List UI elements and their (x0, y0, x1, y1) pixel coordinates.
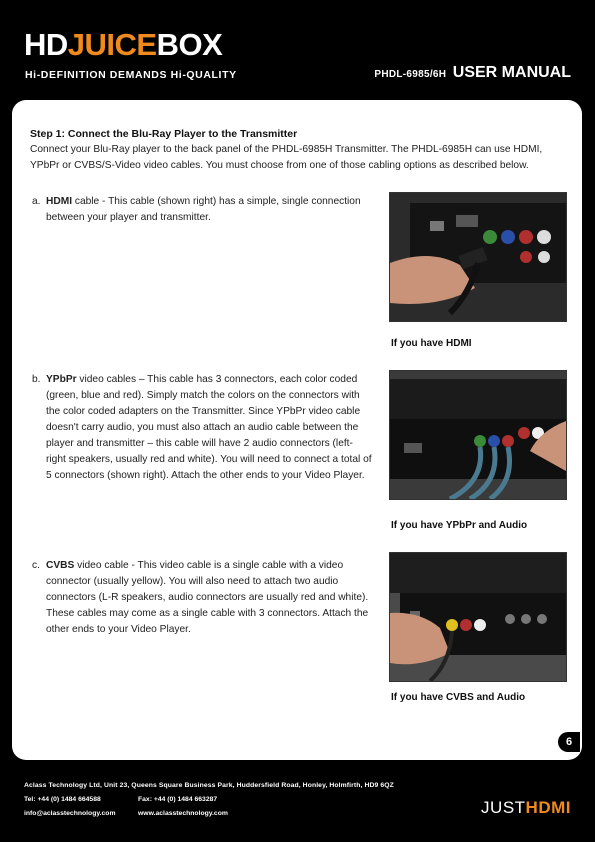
item-letter: b. (32, 374, 41, 385)
logo-text-i: I (106, 27, 115, 62)
cvbs-item (32, 558, 372, 638)
hdmi-item (32, 194, 372, 226)
item-text-cvbs: video cable - This video cable is a single cable with a video connector (usually yellow). You will also need to attach two audio connectors (L-R speakers, audio connectors are usually red and white). These cables may come as a single cable with 3 connectors. Attach the other ends to your Video Player. (46, 560, 369, 635)
item-letter: a. (32, 196, 41, 207)
ypbpr-connection-photo (389, 370, 567, 500)
telephone: Tel: +44 (0) 1484 664588 (24, 796, 101, 803)
page-header (0, 0, 595, 100)
manual-heading (374, 64, 571, 82)
email-link[interactable]: info@aclasstechnology.com (24, 810, 116, 817)
hdjuicebox-logo (24, 28, 222, 62)
brand-text-hdmi: HDMI (525, 798, 571, 817)
logo-text-hd: HD (24, 27, 68, 62)
ypbpr-item (32, 372, 372, 484)
manual-title: USER MANUAL (452, 64, 571, 81)
brand-text-just: JUST (481, 798, 526, 817)
logo-text-box: BOX (156, 27, 223, 62)
item-label-cvbs: CVBS (46, 560, 75, 571)
company-address: Aclass Technology Ltd, Unit 23, Queens Square Business Park, Huddersfield Road, Honley, Holmfirth, HD9 6QZ (24, 782, 394, 789)
website-link[interactable]: www.aclasstechnology.com (138, 810, 228, 817)
page-number: 6 (558, 732, 580, 752)
cvbs-caption: If you have CVBS and Audio (391, 692, 526, 703)
logo-text-ce: CE (114, 27, 157, 62)
tagline: Hi-DEFINITION DEMANDS Hi-QUALITY (25, 69, 237, 81)
item-letter: c. (32, 560, 40, 571)
cvbs-connection-photo (389, 552, 567, 682)
justhdmi-logo (481, 798, 571, 818)
fax: Fax: +44 (0) 1484 663287 (138, 796, 218, 803)
step-title: Step 1: Connect the Blu-Ray Player to the Transmitter (30, 128, 298, 140)
step-intro: Connect your Blu-Ray player to the back panel of the PHDL-6985H Transmitter. The PHDL-6985H can use HDMI, YPbPr or CVBS/S-Video video cables. You must choose from one of those cabling options as described below. (30, 144, 543, 171)
hdmi-caption: If you have HDMI (391, 338, 472, 349)
model-code: PHDL-6985/6H (374, 69, 447, 80)
logo-text-ju: JU (67, 27, 107, 62)
hdmi-connection-photo (389, 192, 567, 322)
item-label-ypbpr: YPbPr (46, 374, 77, 385)
item-text-ypbpr: video cables – This cable has 3 connectors, each color coded (green, blue and red). Simply match the colors on the connectors with the color coded adapters on the Transmitter. Since YPbPr video cable doesn't carry audio, you must also attach an audio cable between the player and transmitter – this cable will have 2 audio connectors (left-right speakers, usually red and white). You will need to connect a total of 5 connectors (shown right). Attach the other ends to your Video Player. (46, 374, 372, 481)
content-panel (12, 100, 582, 760)
item-text-hdmi: cable - This cable (shown right) has a simple, single connection between your player and transmitter. (46, 196, 361, 223)
item-label-hdmi: HDMI (46, 196, 73, 207)
ypbpr-caption: If you have YPbPr and Audio (391, 520, 528, 531)
